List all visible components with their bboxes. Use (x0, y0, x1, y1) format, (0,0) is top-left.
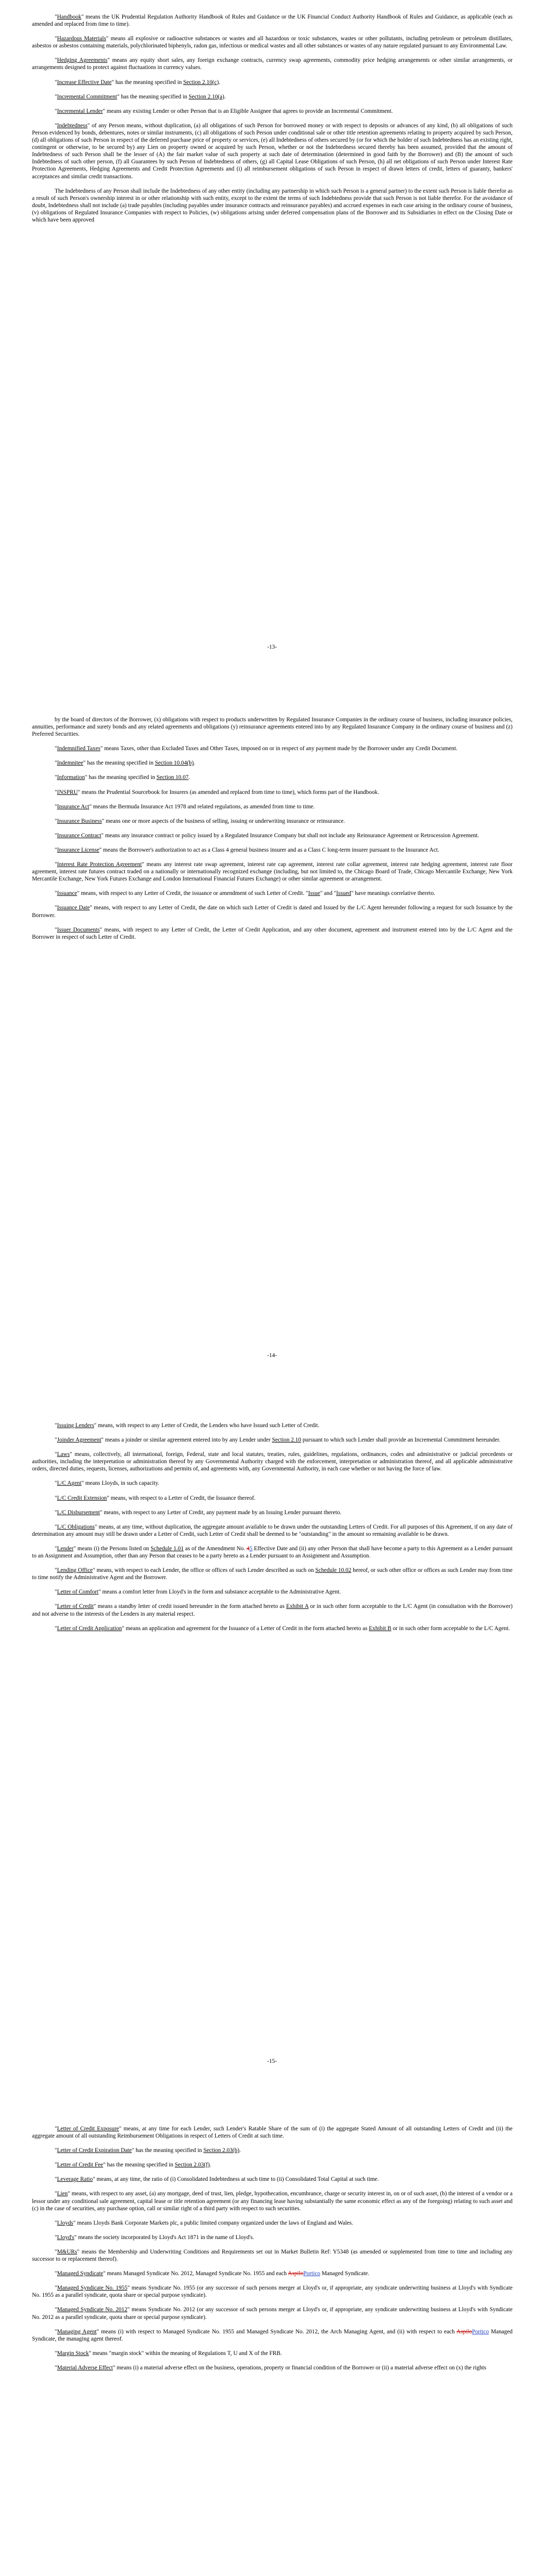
definition-paragraph: "Issuance Date" means, with respect to any Letter of Credit, the date on which such Letter of Credit is dated and Issued by the L/C Agent hereunder following a request for such Issuance by the Borrower. (32, 905, 513, 919)
definition-paragraph: "Lloyd's" means the society incorporated by Lloyd's Act 1871 in the name of Lloyd's. (55, 2234, 254, 2241)
definition-paragraph: The Indebtedness of any Person shall include the Indebtedness of any other entity (including any partnership in which such Person is a general partner) to the extent such Person is liable therefor as a result of such Person's ownership interest in or other relationship with such entity, except to the extent the terms of such Indebtedness provide that such Person is not liable therefor. For the avoidance of doubt, Indebtedness shall not include (a) trade payables (including payables under insurance contracts and reinsurance payables) and accrued expenses in each case arising in the ordinary course of business, (v) obligations of Regulated Insurance Companies with respect to Policies, (w) obligations arising under deferred compensation plans of the Borrower and its Subsidiaries in effect on the Closing Date or which have been approved (32, 188, 513, 223)
definition-paragraph: "Lender" means (i) the Persons listed on Schedule 1.01 as of the Amendment No. 45 Effective Date and (ii) any other Person that shall have become a party to this Agreement as a Lender pursuant to an Assignment and Assumption, other than any Person that ceases to be a party hereto as a Lender pursuant to an Assignment and Assumption. (32, 1545, 513, 1560)
page-16 (0, 2110, 544, 2576)
definition-paragraph: "Margin Stock" means "margin stock" within the meaning of Regulations T, U and X of the FRB. (55, 2350, 282, 2357)
page-14 (0, 703, 544, 1406)
definition-paragraph: "Letter of Credit Application" means an application and agreement for the Issuance of a Letter of Credit in the form attached hereto as Exhibit B or in such other form acceptable to the L/C Agent. (55, 1625, 510, 1632)
page-body (32, 13, 513, 231)
definition-paragraph: "Issuance" means, with respect to any Letter of Credit, the issuance or amendment of such Letter of Credit. "Issue" and "Issued" have meanings correlative thereto. (55, 890, 435, 897)
definition-paragraph: "Lien" means, with respect to any asset, (a) any mortgage, deed of trust, lien, pledge, hypothecation, encumbrance, charge or security interest in, on or of such asset, (b) the interest of a vendor or a lessor under any conditional sale agreement, capital lease or title retention agreement (or any financing lease having substantially the same economic effect as any of the foregoing) relating to such asset and (c) in the case of securities, any purchase option, call or similar right of a third party with respect to such securities. (32, 2191, 513, 2212)
definition-paragraph: "M&URs" means the Membership and Underwriting Conditions and Requirements set out in Market Bulletin Ref: Y5348 (as amended or supplemented from time to time and including any successor to or replacement thereof). (32, 2248, 513, 2263)
definition-paragraph: "Interest Rate Protection Agreement" means any interest rate swap agreement, interest rate cap agreement, interest rate collar agreement, interest rate hedging agreement, interest rate floor agreement, interest rate futures contract traded on a nationally or internationally recognized exchange (including, but not limited to, the Chicago Board of Trade, Chicago Mercantile Exchange, New York Mercantile Exchange, New York Futures Exchange and London International Financial Futures Exchange) or other similar agreement or arrangement. (32, 861, 513, 883)
definition-paragraph: "Insurance Act" means the Bermuda Insurance Act 1978 and related regulations, as amended from time to time. (55, 803, 315, 810)
definition-paragraph: "L/C Obligations" means, at any time, without duplication, the aggregate amount available to be drawn under the outstanding Letters of Credit. For all purposes of this Agreement, if on any date of determination any amount may still be drawn under a Letter of Credit, such Letter of Credit shall be deemed to be "outstanding" in the amount so remaining available to be drawn. (32, 1523, 513, 1537)
page-number: -13- (267, 644, 277, 650)
definition-paragraph: "Incremental Lender" means any existing Lender or other Person that is an Eligible Assignee that agrees to provide an Incremental Commitment. (55, 108, 393, 114)
definition-paragraph: "Managed Syndicate No. 1955" means Syndicate No. 1955 (or any successor of such persons merger at Lloyd's or, if appropriate, any syndicate underwriting business at Lloyd's with Syndicate No. 1955 as a parallel syndicate, quota share or special purpose syndicate). (32, 2285, 513, 2299)
definition-paragraph: "Information" has the meaning specified in Section 10.07. (55, 774, 190, 781)
page-body (32, 2125, 513, 2379)
definition-paragraph: "L/C Disbursement" means, with respect to any Letter of Credit, any payment made by an Issuing Lender pursuant thereto. (55, 1509, 342, 1516)
page-number: -14- (267, 1352, 277, 1359)
definition-paragraph: "Increase Effective Date" has the meaning specified in Section 2.10(c). (55, 79, 221, 86)
definition-paragraph: "Insurance Business" means one or more aspects of the business of selling, issuing or underwriting insurance or reinsurance. (55, 818, 345, 824)
definition-paragraph: "INSPRU" means the Prudential Sourcebook for Insurers (as amended and replaced from time to time), which forms part of the Handbook. (55, 789, 380, 795)
definition-paragraph: "Issuer Documents" means, with respect to any Letter of Credit, the Letter of Credit Application, and any other document, agreement and instrument entered into by the L/C Agent and the Borrower in respect of such Letter of Credit. (32, 926, 513, 940)
definition-paragraph: "Letter of Credit Exposure" means, at any time for each Lender, such Lender's Ratable Share of the sum of (i) the aggregate Stated Amount of all outstanding Letters of Credit and (ii) the aggregate amount of all outstanding Reimbursement Obligations in respect of Letters of Credit at such time. (32, 2126, 513, 2140)
definition-paragraph: "Handbook" means the UK Prudential Regulation Authority Handbook of Rules and Guidance or the UK Financial Conduct Authority Handbook of Rules and Guidance, as applicable (each as amended and replaced from time to time). (32, 14, 513, 28)
page-13 (0, 0, 544, 703)
definition-paragraph: "Indebtedness" of any Person means, without duplication, (a) all obligations of such Person for borrowed money or with respect to deposits or advances of any kind, (b) all obligations of such Person evidenced by bonds, debentures, notes or similar instruments, (c) all obligations of such Person under conditional sale or other title retention agreements relating to property acquired by such Person, (d) all obligations of such Person in respect of the deferred purchase price of property or services, (e) all Indebtedness of others secured by (or for which the holder of such Indebtedness has an existing right, contingent or otherwise, to be secured by) any Lien on property owned or acquired by such Person, whether or not the Indebtedness secured thereby has been assumed, provided that the amount of Indebtedness of such Person shall be the lesser of (A) the fair market value of such property at such date of determination (determined in good faith by the Borrower) and (B) the amount of such Indebtedness of such other person, (f) all Guarantees by such Person of Indebtedness of others, (g) all Capital Lease Obligations of such Person, (h) all net obligations of such Person under Interest Rate Protection Agreements, Hedging Agreements and Credit Protection Agreements and (i) all reimbursement obligations of such Person in respect of drawn letters of credit, letters of guaranty, bankers' acceptances and similar credit transactions. (32, 122, 513, 180)
definition-paragraph: "Managed Syndicate" means Managed Syndicate No. 2012, Managed Syndicate No. 1955 and each AspiloPortico Managed Syndicate. (55, 2270, 370, 2277)
definition-paragraph: "Insurance Contract" means any insurance contract or policy issued by a Regulated Insurance Company but shall not include any Reinsurance Agreement or Retrocession Agreement. (55, 832, 479, 839)
definition-paragraph: "Managed Syndicate No. 2012" means Syndicate No. 2012 (or any successor of such persons merger at Lloyd's or, if appropriate, any syndicate underwriting business at Lloyd's with Syndicate No. 2012 as a parallel syndicate, quota share or special purpose syndicate). (32, 2307, 513, 2320)
page-number: -15- (267, 2058, 277, 2064)
definition-paragraph: by the board of directors of the Borrower, (x) obligations with respect to products underwritten by Regulated Insurance Companies in the ordinary course of business, including insurance policies, annuities, performance and surety bonds and any related agreements and obligations (y) reinsurance agreements entered into by any Regulated Insurance Company in the ordinary course of business and (z) Preferred Securities. (32, 717, 513, 738)
definition-paragraph: "Lloyds" means Lloyds Bank Corporate Markets plc, a public limited company organized under the laws of England and Wales. (55, 2219, 353, 2226)
definition-paragraph: "Hazardous Materials" means all explosive or radioactive substances or wastes and all hazardous or toxic substances, wastes or other pollutants, including petroleum or petroleum distillates, asbestos or asbestos containing materials, polychlorinated biphenyls, radon gas, infectious or medical wastes and all other substances or wastes of any nature regulated pursuant to any Environmental Law. (32, 36, 513, 49)
definition-paragraph: "Incremental Commitment" has the meaning specified in Section 2.10(a). (55, 93, 226, 100)
definition-paragraph: "Issuing Lenders" means, with respect to any Letter of Credit, the Lenders who have Issued such Letter of Credit. (55, 1422, 320, 1429)
definition-paragraph: "Laws" means, collectively, all international, foreign, Federal, state and local statutes, treaties, rules, guidelines, regulations, ordinances, codes and administrative or judicial precedents or authorities, including the interpretation or administration thereof by any Governmental Authority charged with the enforcement, interpretation or administration thereof, and all applicable administrative orders, directed duties, requests, licenses, authorizations and permits of, and agreements with, any Governmental Authority, in each case whether or not having the force of law. (32, 1451, 513, 1472)
definition-paragraph: "Indemnified Taxes" means Taxes, other than Excluded Taxes and Other Taxes, imposed on or in respect of any payment made by the Borrower under any Credit Document. (55, 745, 458, 752)
definition-paragraph: "Indemnitee" has the meaning specified in Section 10.04(b). (55, 760, 195, 767)
definition-paragraph: "Material Adverse Effect" means (i) a material adverse effect on the business, operations, property or financial condition of the Borrower or (ii) a material adverse effect on (x) the rights (55, 2364, 487, 2371)
definition-paragraph: "L/C Credit Extension" means, with respect to a Letter of Credit, the Issuance thereof. (55, 1495, 256, 1501)
page-15 (0, 1406, 544, 2110)
definition-paragraph: "Hedging Agreements" means any equity short sales, any foreign exchange contracts, currency swap agreements, commodity price hedging arrangements or other similar arrangements, or arrangements designed to protect against fluctuations in currency values. (32, 57, 513, 71)
definition-paragraph: "Insurance License" means the Borrower's authorization to act as a Class 4 general business insurer and as a Class C long-term insurer pursuant to the Insurance Act. (55, 846, 439, 853)
definition-paragraph: "Leverage Ratio" means, at any time, the ratio of (i) Consolidated Indebtedness at such time to (ii) Consolidated Total Capital at such time. (55, 2176, 379, 2183)
definition-paragraph: "Managing Agent" means (i) with respect to Managed Syndicate No. 1955 and Managed Syndicate No. 2012, the Arch Managing Agent, and (ii) with respect to each AspiloPortico Managed Syndicate, the managing agent thereof. (32, 2328, 513, 2342)
page-body (32, 1422, 513, 1639)
definition-paragraph: "Letter of Credit" means a standby letter of credit issued hereunder in the form attached hereto as Exhibit A or in such other form acceptable to the L/C Agent (in consultation with the Borrower) and not adverse to the interests of the Lenders in any material respect. (32, 1603, 513, 1617)
definition-paragraph: "Letter of Comfort" means a comfort letter from Lloyd's in the form and substance acceptable to the Administrative Agent. (55, 1589, 341, 1596)
definition-paragraph: "Letter of Credit Expiration Date" has the meaning specified in Section 2.03(b). (55, 2147, 241, 2154)
definition-paragraph: "Letter of Credit Fee" has the meaning specified in Section 2.03(f). (55, 2162, 211, 2168)
definition-paragraph: "Lending Office" means, with respect to each Lender, the office or offices of such Lender described as such on Schedule 10.02 hereof, or such other office or offices as such Lender may from time to time notify the Administrative Agent and the Borrower. (32, 1567, 513, 1581)
definition-paragraph: "L/C Agent" means Lloyds, in such capacity. (55, 1480, 160, 1487)
definition-paragraph: "Joinder Agreement" means a joinder or similar agreement entered into by any Lender under Section 2.10 pursuant to which such Lender shall provide an Incremental Commitment hereunder. (55, 1437, 501, 1444)
page-body (32, 716, 513, 948)
